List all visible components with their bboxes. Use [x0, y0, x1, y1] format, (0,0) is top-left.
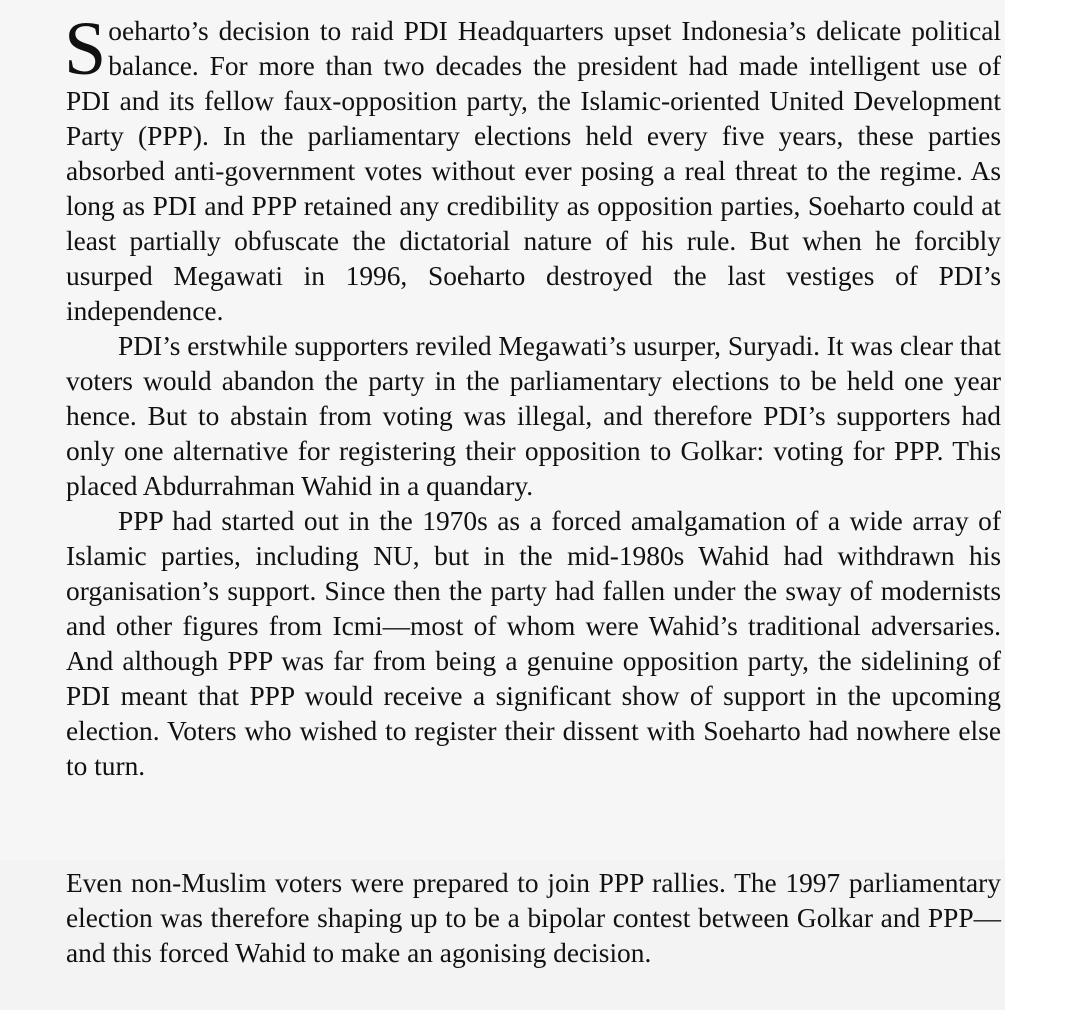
- body-text-top: [64, 7, 1001, 784]
- paragraph-1-text: oeharto’s decision to raid PDI Headquarters upset Indonesia’s delicate political balance. For more than two decades the president had made intelligent use of PDI and its fellow faux-opposition party, the Islamic-oriented United Development Party (PPP). In the parliamentary elections held every five years, these parties absorbed anti-government votes without ever posing a real threat to the regime. As long as PDI and PPP retained any credibility as opposition parties, Soeharto could at least partially obfuscate the dictatorial nature of his rule. But when he forcibly usurped Megawati in 1996, Soeharto destroyed the last vestiges of PDI’s independence.: [66, 16, 1001, 326]
- drop-cap: S: [64, 7, 107, 91]
- paragraph-4: Even non-Muslim voters were prepared to join PPP rallies. The 1997 parliamentary election was therefore shaping up to be a bipolar contest between Golkar and PPP—and this forced Wahid to make an agonising decision.: [66, 868, 1001, 968]
- body-text-bottom: [66, 866, 1001, 971]
- paragraph-1: [64, 7, 1001, 329]
- paragraph-3: PPP had started out in the 1970s as a forced amalgamation of a wide array of Islamic parties, including NU, but in the mid-1980s Wahid had withdrawn his organisation’s support. Since then the party had fallen under the sway of modernists and other figures from Icmi—most of whom were Wahid’s traditional adversaries. And although PPP was far from being a genuine opposition party, the sidelining of PDI meant that PPP would receive a significant show of support in the upcoming election. Voters who wished to register their dissent with Soeharto had nowhere else to turn.: [66, 506, 1001, 781]
- paragraph-2: PDI’s erstwhile supporters reviled Megawati’s usurper, Suryadi. It was clear that voters would abandon the party in the parliamentary elections to be held one year hence. But to abstain from voting was illegal, and therefore PDI’s supporters had only one alternative for registering their opposition to Golkar: voting for PPP. This placed Abdurrahman Wahid in a quandary.: [66, 331, 1001, 501]
